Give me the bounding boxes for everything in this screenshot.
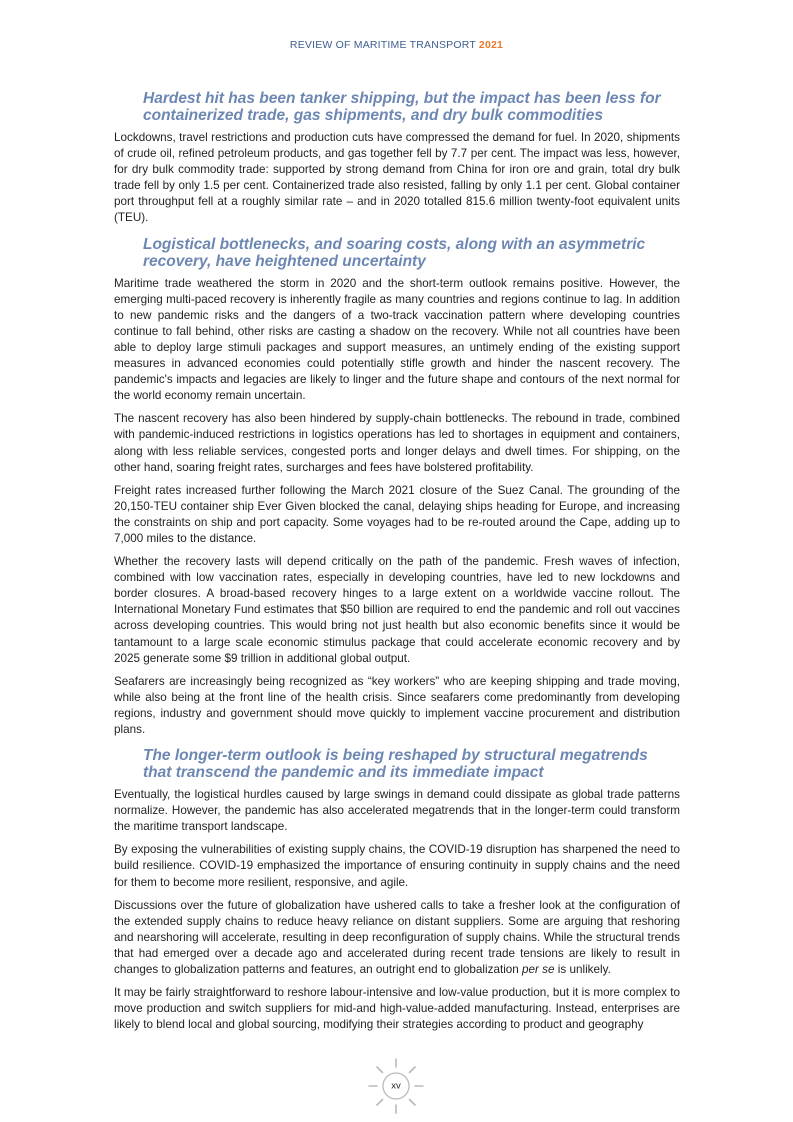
body-paragraph: Seafarers are increasingly being recognized as “key workers” who are keeping shipping and trade moving, while also being at the front line of the health crisis. Since seafarers come predominantly from developing regions, industry and government should move quickly to implement vaccine procurement and distribution plans.: [114, 674, 680, 736]
section-heading-3: The longer-term outlook is being reshaped by structural megatrends that transcend the pandemic and its immediate impact: [143, 747, 648, 782]
body-paragraph: Eventually, the logistical hurdles caused by large swings in demand could dissipate as global trade patterns normalize. However, the pandemic has also accelerated megatrends that in the longer-term could transform the maritime transport landscape.: [114, 788, 680, 834]
running-header: [0, 39, 793, 51]
header-title: REVIEW OF MARITIME TRANSPORT: [289, 39, 476, 51]
section-heading-1: Hardest hit has been tanker shipping, but the impact has been less for containerized trade, gas shipments, and dry bulk commodities: [143, 90, 661, 124]
body-paragraph: Maritime trade weathered the storm in 2020 and the short-term outlook remains positive. However, the emerging multi-paced recovery is inherently fragile as many countries and regions continue to lag. In addition to new pandemic risks and the dangers of a two-track vaccination pattern where developing countries continue to fall behind, other risks are casting a shadow on the recovery. While not all countries have been able to deploy large stimuli packages and support measures, an untimely ending of the existing support measures in advanced economies could potentially stifle growth and hinder the nascent recovery. The pandemic's impacts and legacies are likely to linger and the future shape and contours of the next normal for the world economy remain uncertain.: [114, 276, 680, 403]
body-paragraph: Freight rates increased further following the March 2021 closure of the Suez Canal. The grounding of the 20,150-TEU container ship Ever Given blocked the canal, delaying ships heading for Europe, and increasing the constraints on ship and port capacity. Some voyages had to be re-routed around the Cape, adding up to 7,000 miles to the distance.: [114, 483, 680, 545]
body-paragraph: Whether the recovery lasts will depend critically on the path of the pandemic. Fresh waves of infection, combined with low vaccination rates, especially in developing countries, have led to new lockdowns and border closures. A broad-based recovery hinges to a large extent on a worldwide vaccine rollout. The International Monetary Fund estimates that $50 billion are required to end the pandemic and roll out vaccines across developing countries. This would bring not just health but also economic benefits since it would be tantamount to a large scale economic stimulus package that could accelerate economic recovery and by 2025 generate some $9 trillion in additional global output.: [114, 555, 680, 665]
page-footer: [366, 1056, 426, 1116]
header-year: 2021: [478, 39, 504, 51]
body-paragraph: By exposing the vulnerabilities of existing supply chains, the COVID-19 disruption has sharpened the need to build resilience. COVID-19 emphasized the importance of ensuring continuity in supply chains and the need for them to become more resilient, responsive, and agile.: [114, 843, 680, 889]
page-content: [114, 90, 680, 1040]
body-paragraph: The nascent recovery has also been hindered by supply-chain bottlenecks. The rebound in trade, combined with pandemic-induced restrictions in logistics operations has led to shortages in equipment and containers, along with less reliable services, congested ports and longer delays and dwell times. For shipping, on the other hand, soaring freight rates, surcharges and fees have bolstered profitability.: [114, 412, 680, 474]
body-paragraph: It may be fairly straightforward to reshore labour-intensive and low-value production, but it is more complex to move production and switch suppliers for mid-and high-value-added manufacturing. Instead, enterprises are likely to blend local and global sourcing, modifying their strategies according to product and geography: [114, 986, 680, 1032]
section-heading-2: Logistical bottlenecks, and soaring costs, along with an asymmetric recovery, have heightened uncertainty: [143, 235, 646, 270]
body-paragraph: Discussions over the future of globalization have ushered calls to take a fresher look at the configuration of the extended supply chains to reduce heavy reliance on distant suppliers. Some are arguing that reshoring and nearshoring will accelerate, resulting in deep reconfiguration of supply chains. While the structural trends that had emerged over a decade ago and accelerated during recent trade tensions are likely to result in changes to globalization patterns and features, an outright end to globalization per se is unlikely.: [114, 898, 680, 977]
page-number: xv: [391, 1080, 401, 1092]
body-paragraph: Lockdowns, travel restrictions and production cuts have compressed the demand for fuel. In 2020, shipments of crude oil, refined petroleum products, and gas together fell by 7.7 per cent. The impact was less, however, for dry bulk commodity trade: supported by strong demand from China for iron ore and grain, total dry bulk trade fell by only 1.5 per cent. Containerized trade also resisted, falling by only 1.1 per cent. Global container port throughput fell at a roughly similar rate – and in 2020 totalled 815.6 million twenty-foot equivalent units (TEU).: [114, 131, 680, 225]
